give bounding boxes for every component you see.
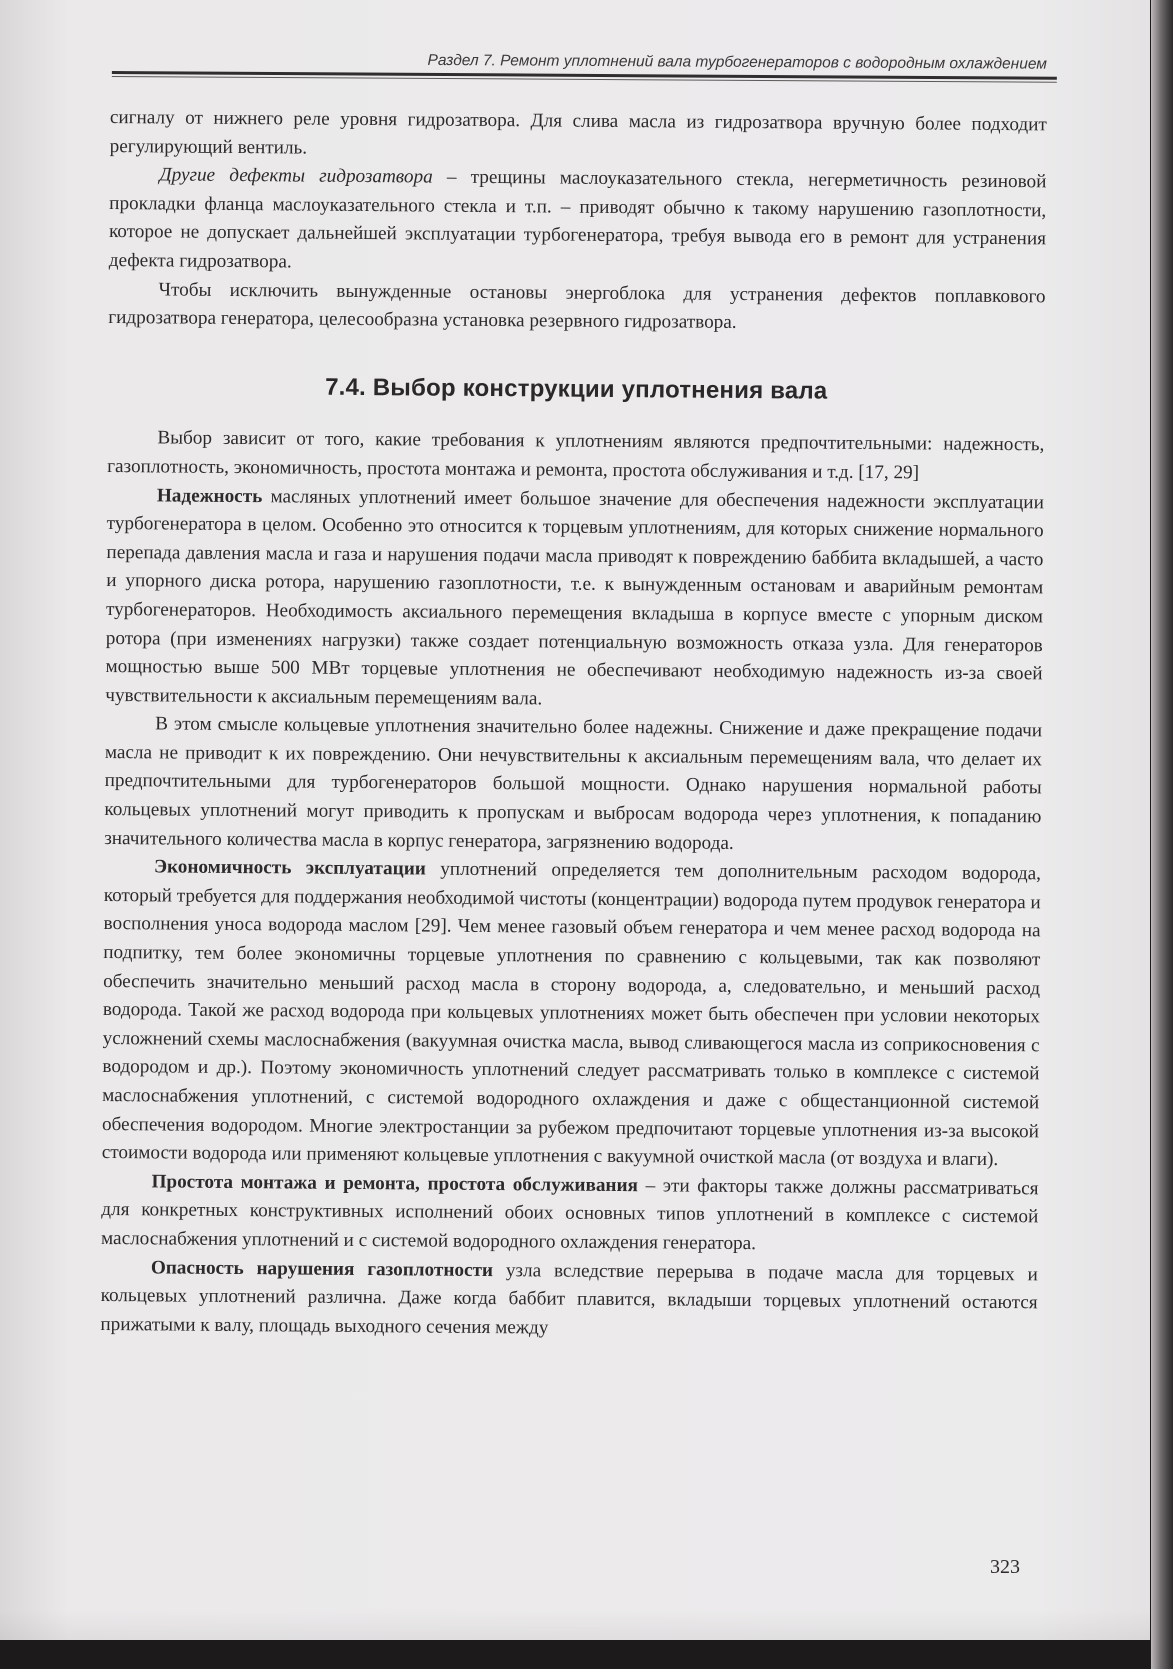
paragraph-text: – трещины маслоуказательного стекла, негерметичность резиновой прокладки фланца маслоуказательного стекла и т.п. – приводят обычно к такому нарушению газоплотности, которое не допускает дальнейшей эксплуатации турбогенератора, требуя вывода его в ремонт для устранения дефекта гидрозатвора.: [108, 166, 1047, 273]
paragraph-text: уплотнений определяется тем дополнительным расходом водорода, который требуется для поддержания необходимой чистоты (концентрации) водорода путем продувок генератора и восполнения уноса водорода маслом [29]. Чем менее газовый объем генератора и чем менее расход водорода на подпитку, тем более экономичны торцевые уплотнения по сравнению с кольцевыми, так как позволяют обеспечить значительно меньший расход масла в сторону водорода, а, следовательно, и меньший расход водорода. Такой же расход водорода при кольцевых уплотнениях может быть обеспечен при условии некоторых усложнений схемы маслоснабжения (вакуумная очистка масла, вывод сливающегося масла из соприкосновения с водородом и др.). Поэтому экономичность уплотнений следует рассматривать только в комплексе с системой маслоснабжения уплотнений, с системой водородного охлаждения и даже с общестанционной системой обеспечения водородом. Многие электростанции за рубежом предпочитают торцевые уплотнения из-за высокой стоимости водорода или применяют кольцевые уплотнения с вакуумной очисткой масла (от воздуха и влаги).: [101, 858, 1042, 1171]
bold-term: Экономичность эксплуатации: [153, 856, 426, 880]
italic-term: Другие дефекты гидрозатвора: [159, 164, 433, 188]
running-title: Раздел 7. Ремонт уплотнений вала турбогенераторов с водородным охлаждением: [427, 51, 1047, 73]
page-edge-shadow: [0, 1610, 1150, 1640]
page-body: [100, 104, 1047, 1347]
bold-term: Надежность: [156, 484, 263, 507]
paragraph-text: узла вследствие перерыва в подаче масла для торцевых и кольцевых уплотнений различна. Даже когда баббит плавится, вкладыши торцевых уплотнений остаются прижатыми к валу, площадь выходного сечения между: [100, 1259, 1038, 1339]
paragraph-ring-seals: В этом смысле кольцевые уплотнения значительно более надежны. Снижение и даже прекращение подачи масла не приводит к их повреждению. Они нечувствительны к аксиальным перемещениям вала, что делает их предпочтительными для турбогенераторов большой мощности. Однако нарушения нормальной работы кольцевых уплотнений могут приводить к пропускам и выбросам водорода через уплотнения, к попаданию значительного количества масла в корпус генератора, загрязнению водорода.: [104, 713, 1043, 854]
paragraph-simplicity: [101, 1168, 1039, 1261]
running-header: [112, 50, 1057, 83]
paragraph-text: масляных уплотнений имеет большое значение для обеспечения надежности эксплуатации турбогенератора в целом. Особенно это относится к торцевым уплотнениям, для которых снижение нормального перепада давления масла и газа и нарушения подачи масла приводят к повреждению баббита вкладышей, а часто и упорного диска ротора, нарушению газоплотности, т.е. к вынужденным остановам и аварийным ремонтам турбогенераторов. Необходимость аксиального перемещения вкладыша в корпусе вместе с упорным диском ротора (при изменениях нагрузки) также создает потенциальную возможность отказа узла. Для генераторов мощностью выше 500 МВт торцевые уплотнения не обеспечивают необходимую надежность из-за своей чувствительности к аксиальным перемещениям вала.: [105, 485, 1044, 710]
paragraph-text: – эти факторы также должны рассматриваться для конкретных конструктивных исполнений обоих основных типов уплотнений в комплексе с системой маслоснабжения уплотнений и с системой водородного охлаждения генератора.: [101, 1174, 1039, 1255]
page-number: 323: [990, 1556, 1020, 1578]
paragraph-reliability: [105, 482, 1044, 718]
paragraph-economy: [102, 853, 1041, 1175]
paragraph-choice: Выбор зависит от того, какие требования к уплотнениям являются предпочтительными: надежность, газоплотность, экономичность, простота монтажа и ремонта, простота обслуживания и т.д. [17, 29]: [107, 427, 1045, 484]
bold-term: Простота монтажа и ремонта, простота обслуживания: [151, 1171, 639, 1196]
bold-term: Опасность нарушения газоплотности: [150, 1256, 494, 1281]
paragraph-continued: сигналу от нижнего реле уровня гидрозатвора. Для слива масла из гидрозатвора вручную более подходит регулирующий вентиль.: [109, 106, 1047, 159]
paragraph-other-defects: [109, 161, 1047, 283]
paragraph-reserve-seal: Чтобы исключить вынужденные остановы энергоблока для устранения дефектов поплавкового гидрозатвора генератора, целесообразна установка резервного гидрозатвора.: [108, 278, 1046, 334]
book-spine-shadow: [1151, 0, 1173, 1669]
section-heading: 7.4. Выбор конструкции уплотнения вала: [325, 373, 828, 405]
paragraph-gas-tightness: [100, 1254, 1038, 1347]
